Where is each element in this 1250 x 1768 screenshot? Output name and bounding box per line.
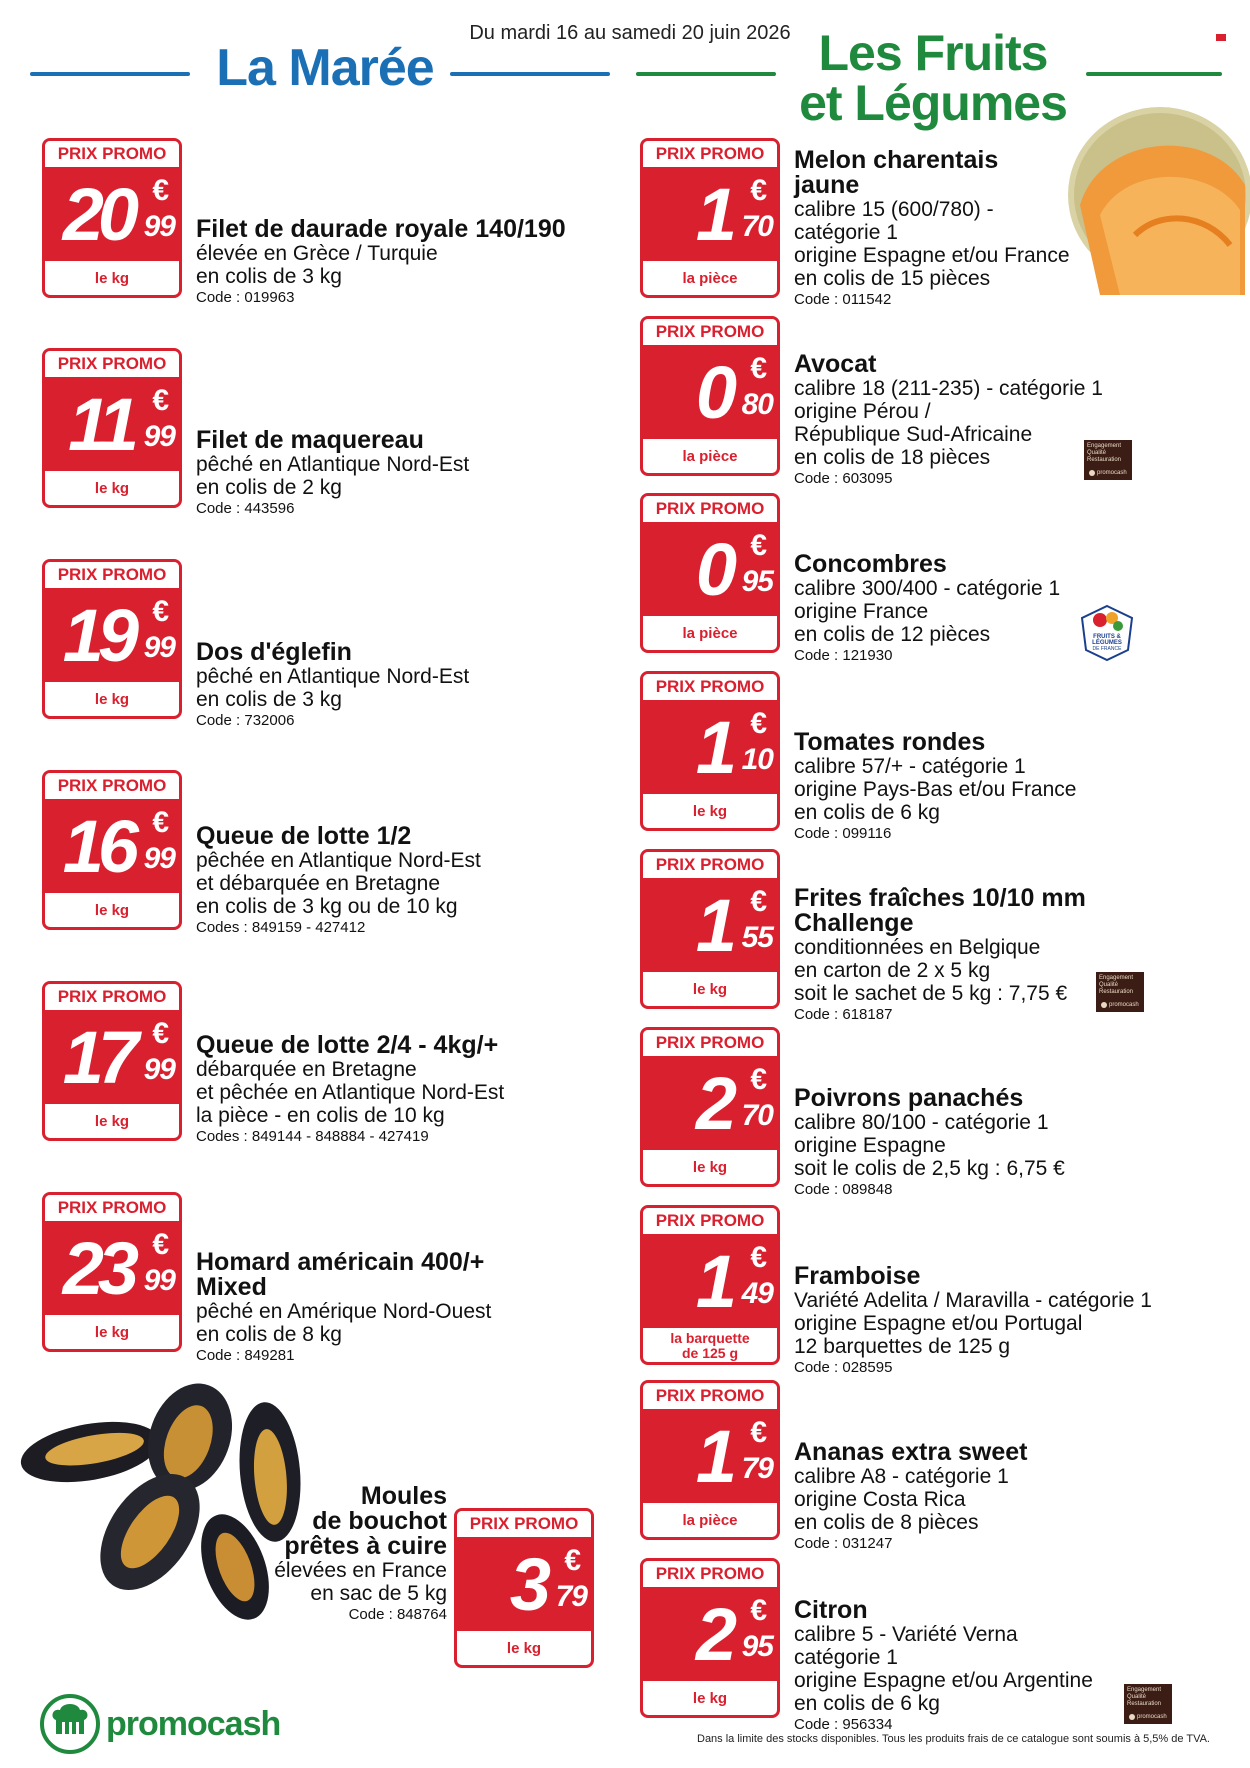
- price-cents: 10: [741, 743, 773, 776]
- product-detail: en colis de 6 kg: [794, 1692, 940, 1715]
- price-cents: 99: [143, 842, 175, 875]
- product-detail: pêché en Atlantique Nord-Est: [196, 665, 470, 688]
- price-box: [643, 880, 777, 972]
- promo-label: PRIX PROMO: [45, 562, 179, 590]
- product-info: [794, 730, 1076, 843]
- price-unit: la pièce: [682, 448, 738, 465]
- product-detail: en colis de 3 kg ou de 10 kg: [196, 895, 458, 918]
- product-detail: pêché en Amérique Nord-Ouest: [196, 1300, 492, 1323]
- price-box: [457, 1539, 591, 1631]
- product-detail: en colis de 8 pièces: [794, 1511, 979, 1534]
- price-euros: 1: [695, 1240, 731, 1323]
- product-name: Poivrons panachés: [794, 1084, 1024, 1112]
- promo-label: PRIX PROMO: [643, 1561, 777, 1589]
- price-euros: 2: [695, 1062, 731, 1145]
- price-euros: 3: [509, 1543, 545, 1626]
- price-tag: [640, 849, 780, 1009]
- price-euros: 1: [695, 173, 731, 256]
- product-code: Code : 028595: [794, 1359, 893, 1376]
- promo-label: PRIX PROMO: [643, 1030, 777, 1058]
- price-unit: la pièce: [682, 625, 738, 642]
- currency-symbol: €: [564, 1544, 581, 1577]
- price-tag: [640, 316, 780, 476]
- currency-symbol: €: [750, 352, 767, 385]
- promo-label: PRIX PROMO: [45, 141, 179, 169]
- price-tag: [640, 493, 780, 653]
- price-euros: 20: [62, 173, 133, 256]
- price-box: [643, 524, 777, 616]
- product-code: Code : 443596: [196, 500, 295, 517]
- product-name-line: prêtes à cuire: [284, 1532, 447, 1560]
- product-detail: élevées en France: [274, 1559, 447, 1582]
- price-tag: [640, 1380, 780, 1540]
- promo-label: PRIX PROMO: [45, 1195, 179, 1223]
- quality-badge: [1084, 440, 1132, 480]
- price-cents: 95: [741, 565, 773, 598]
- badge-line: Engagement: [1099, 975, 1134, 981]
- product-name: Queue de lotte 1/2: [196, 822, 412, 850]
- product-code: Code : 848764: [348, 1606, 447, 1623]
- product-detail: pêchée en Atlantique Nord-Est: [196, 849, 481, 872]
- product-code: Code : 956334: [794, 1716, 893, 1733]
- product-code: Code : 089848: [794, 1181, 893, 1198]
- badge-line: Restauration: [1127, 1701, 1162, 1707]
- product-name: Avocat: [794, 350, 877, 378]
- product-name: Frites fraîches 10/10 mm: [794, 884, 1086, 912]
- product-name: Framboise: [794, 1262, 921, 1290]
- price-unit: la pièce: [682, 1512, 738, 1529]
- product-detail: soit le sachet de 5 kg : 7,75 €: [794, 982, 1068, 1005]
- price-euros: 1: [695, 706, 731, 789]
- product-code: Code : 121930: [794, 647, 893, 664]
- price-box: [45, 590, 179, 682]
- product-detail: origine Espagne et/ou France: [794, 244, 1070, 267]
- price-box: [643, 169, 777, 261]
- price-cents: 99: [143, 1053, 175, 1086]
- quality-badge: [1096, 972, 1144, 1012]
- product-detail: conditionnées en Belgique: [794, 936, 1041, 959]
- badge-brand: promocash: [1137, 1714, 1167, 1720]
- price-unit: le kg: [94, 480, 130, 497]
- price-cents: 99: [143, 1264, 175, 1297]
- price-euros: 0: [695, 528, 731, 611]
- badge-dot-icon: [1089, 470, 1095, 476]
- promo-label: PRIX PROMO: [643, 319, 777, 347]
- fruits-rule-left: [636, 72, 776, 76]
- product-info: [794, 148, 1070, 309]
- product-name: Ananas extra sweet: [794, 1438, 1028, 1466]
- product-info: [794, 886, 1086, 1024]
- product-detail: 12 barquettes de 125 g: [794, 1335, 1011, 1358]
- footer-disclaimer: Dans la limite des stocks disponibles. Tous les produits frais de ce catalogue sont soumis à 5,5% de TVA.: [697, 1733, 1210, 1745]
- product-detail: catégorie 1: [794, 1646, 898, 1669]
- price-unit: le kg: [692, 1690, 728, 1707]
- price-box: [45, 801, 179, 893]
- product-name: Dos d'églefin: [196, 638, 352, 666]
- price-tag: [640, 1205, 780, 1365]
- price-cents: 55: [741, 921, 773, 954]
- product-name-line: de bouchot: [312, 1507, 447, 1535]
- price-cents: 79: [555, 1580, 587, 1613]
- product-detail: République Sud-Africaine: [794, 423, 1033, 446]
- product-code: Code : 618187: [794, 1006, 893, 1023]
- product-code: Code : 019963: [196, 289, 295, 306]
- badge-line: Qualité: [1087, 450, 1107, 456]
- currency-symbol: €: [750, 885, 767, 918]
- price-unit: le kg: [94, 270, 130, 287]
- product-name-line2: jaune: [794, 171, 860, 199]
- title-rule-left: [30, 72, 190, 76]
- price-cents: 99: [143, 420, 175, 453]
- price-euros: 23: [62, 1227, 133, 1310]
- title-rule-right: [450, 72, 610, 76]
- date-range: Du mardi 16 au samedi 20 juin 2026: [469, 22, 791, 44]
- price-box: [643, 1236, 777, 1328]
- product-info: [196, 428, 469, 518]
- currency-symbol: €: [152, 384, 169, 417]
- product-detail: origine Costa Rica: [794, 1488, 966, 1511]
- product-detail: calibre 300/400 - catégorie 1: [794, 577, 1061, 600]
- price-box: [45, 1012, 179, 1104]
- product-detail: calibre 15 (600/780) -: [794, 198, 994, 221]
- section-title-maree: La Marée: [216, 39, 434, 97]
- product-detail: catégorie 1: [794, 221, 898, 244]
- badge-line: Qualité: [1127, 1694, 1147, 1700]
- product-detail: et pêchée en Atlantique Nord-Est: [196, 1081, 505, 1104]
- product-detail: en carton de 2 x 5 kg: [794, 959, 991, 982]
- badge-line: Engagement: [1087, 443, 1122, 449]
- price-box: [45, 1223, 179, 1315]
- promo-label: PRIX PROMO: [643, 1383, 777, 1411]
- product-detail: calibre 80/100 - catégorie 1: [794, 1111, 1049, 1134]
- product-detail: calibre 18 (211-235) - catégorie 1: [794, 377, 1103, 400]
- product-code: Codes : 849144 - 848884 - 427419: [196, 1128, 429, 1145]
- product-name: Filet de daurade royale 140/190: [196, 215, 566, 243]
- price-unit: le kg: [94, 691, 130, 708]
- price-euros: 16: [62, 805, 133, 888]
- promo-label: PRIX PROMO: [643, 674, 777, 702]
- quality-badge: [1124, 1684, 1172, 1724]
- product-detail: en colis de 2 kg: [196, 476, 342, 499]
- price-euros: 17: [62, 1016, 133, 1099]
- price-unit: la pièce: [682, 270, 738, 287]
- product-detail: en colis de 6 kg: [794, 801, 940, 824]
- product-code: Codes : 849159 - 427412: [196, 919, 366, 936]
- badge-dot-icon: [1129, 1714, 1135, 1720]
- badge-line: Engagement: [1127, 1687, 1162, 1693]
- price-tag: [640, 1027, 780, 1187]
- product-info: [196, 824, 481, 937]
- price-tag: [42, 1192, 182, 1352]
- fruits-rule-right: [1086, 72, 1222, 76]
- price-cents: 99: [143, 210, 175, 243]
- product-code: Code : 849281: [196, 1347, 295, 1364]
- product-detail: en colis de 18 pièces: [794, 446, 991, 469]
- product-info: [196, 1250, 491, 1365]
- price-tag: [42, 981, 182, 1141]
- price-unit: le kg: [692, 981, 728, 998]
- product-name: Citron: [794, 1596, 868, 1624]
- price-cents: 95: [741, 1630, 773, 1663]
- promo-label: PRIX PROMO: [45, 984, 179, 1012]
- price-tag: [42, 348, 182, 508]
- price-unit-line: de 125 g: [681, 1345, 739, 1361]
- promo-label: PRIX PROMO: [457, 1511, 591, 1539]
- product-info: [794, 1598, 1093, 1734]
- melon-image: [1040, 95, 1250, 295]
- product-info: [794, 552, 1060, 665]
- product-detail: calibre A8 - catégorie 1: [794, 1465, 1009, 1488]
- product-detail: origine Pays-Bas et/ou France: [794, 778, 1077, 801]
- price-euros: 11: [68, 383, 133, 466]
- promo-label: PRIX PROMO: [643, 141, 777, 169]
- currency-symbol: €: [152, 1017, 169, 1050]
- price-cents: 79: [741, 1452, 773, 1485]
- product-detail: pêché en Atlantique Nord-Est: [196, 453, 470, 476]
- brand-name: promocash: [106, 1704, 281, 1743]
- product-info: [794, 1086, 1065, 1199]
- product-detail: origine Espagne: [794, 1134, 946, 1157]
- corner-mark: [1216, 34, 1226, 41]
- fr-logo-line1: FRUITS &: [1093, 634, 1121, 640]
- product-detail: soit le colis de 2,5 kg : 6,75 €: [794, 1157, 1065, 1180]
- price-unit: [643, 1328, 777, 1365]
- section-title-fruits-line2: et Légumes: [799, 75, 1067, 131]
- price-cents: 99: [143, 631, 175, 664]
- product-detail: origine Pérou /: [794, 400, 931, 423]
- price-box: [45, 169, 179, 261]
- currency-symbol: €: [750, 529, 767, 562]
- price-euros: 1: [695, 884, 731, 967]
- product-info: [196, 217, 566, 307]
- price-unit-line: la barquette: [670, 1330, 750, 1346]
- product-detail: Variété Adelita / Maravilla - catégorie 1: [794, 1289, 1152, 1312]
- price-euros: 2: [695, 1593, 731, 1676]
- price-unit: le kg: [94, 1324, 130, 1341]
- product-detail: origine France: [794, 600, 929, 623]
- product-detail: et débarquée en Bretagne: [196, 872, 441, 895]
- badge-dot-icon: [1101, 1002, 1107, 1008]
- currency-symbol: €: [152, 1228, 169, 1261]
- badge-line: Restauration: [1099, 989, 1134, 995]
- product-detail: origine Espagne et/ou Argentine: [794, 1669, 1093, 1692]
- currency-symbol: €: [152, 806, 169, 839]
- promo-label: PRIX PROMO: [643, 1208, 777, 1236]
- product-name-line2: Challenge: [794, 909, 914, 937]
- product-detail: en colis de 15 pièces: [794, 267, 991, 290]
- promo-label: PRIX PROMO: [643, 852, 777, 880]
- price-cents: 70: [741, 210, 773, 243]
- promo-label: PRIX PROMO: [45, 351, 179, 379]
- chef-hat-icon: [40, 1694, 100, 1754]
- product-info: [794, 352, 1103, 488]
- currency-symbol: €: [152, 174, 169, 207]
- product-code: Code : 099116: [794, 825, 892, 842]
- promo-label: PRIX PROMO: [643, 496, 777, 524]
- product-name-line: Moules: [360, 1482, 447, 1510]
- price-box: [643, 1411, 777, 1503]
- fruits-legumes-de-france-logo: [1078, 604, 1136, 662]
- product-detail: en colis de 3 kg: [196, 688, 342, 711]
- product-code: Code : 732006: [196, 712, 295, 729]
- product-detail: en colis de 3 kg: [196, 265, 342, 288]
- price-euros: 0: [695, 351, 731, 434]
- price-euros: 19: [62, 594, 133, 677]
- price-euros: 1: [695, 1415, 731, 1498]
- product-detail: en colis de 8 kg: [196, 1323, 342, 1346]
- price-tag: [42, 138, 182, 298]
- product-detail: élevée en Grèce / Turquie: [196, 242, 438, 265]
- badge-brand: promocash: [1097, 470, 1127, 476]
- price-tag: [640, 138, 780, 298]
- product-name: Queue de lotte 2/4 - 4kg/+: [196, 1031, 499, 1059]
- currency-symbol: €: [750, 1594, 767, 1627]
- currency-symbol: €: [750, 1241, 767, 1274]
- badge-line: Qualité: [1099, 982, 1119, 988]
- product-code: Code : 603095: [794, 470, 893, 487]
- product-info: [196, 640, 469, 730]
- price-box: [643, 1589, 777, 1681]
- product-detail: calibre 5 - Variété Verna: [794, 1623, 1018, 1646]
- product-info: [794, 1440, 1027, 1553]
- price-box: [643, 1058, 777, 1150]
- currency-symbol: €: [750, 1063, 767, 1096]
- section-title-fruits-line1: Les Fruits: [818, 25, 1048, 81]
- promo-label: PRIX PROMO: [45, 773, 179, 801]
- product-code: Code : 011542: [794, 291, 892, 308]
- product-name: Tomates rondes: [794, 728, 986, 756]
- currency-symbol: €: [750, 174, 767, 207]
- price-tag: [42, 559, 182, 719]
- price-tag: [42, 770, 182, 930]
- product-info: [196, 1033, 504, 1146]
- price-tag-moules: [454, 1508, 594, 1668]
- price-unit: le kg: [94, 1113, 130, 1130]
- price-cents: 80: [741, 388, 773, 421]
- product-name: Homard américain 400/+: [196, 1248, 485, 1276]
- product-name: Melon charentais: [794, 146, 999, 174]
- price-tag: [640, 1558, 780, 1718]
- product-name: Concombres: [794, 550, 947, 578]
- fr-logo-line2: LÉGUMES: [1092, 640, 1122, 646]
- currency-symbol: €: [750, 707, 767, 740]
- promocash-logo: [40, 1694, 280, 1754]
- product-detail: débarquée en Bretagne: [196, 1058, 417, 1081]
- product-detail: en sac de 5 kg: [310, 1582, 447, 1605]
- price-unit: le kg: [94, 902, 130, 919]
- price-box: [643, 702, 777, 794]
- price-unit: le kg: [692, 1159, 728, 1176]
- price-tag: [640, 671, 780, 831]
- price-box: [45, 379, 179, 471]
- price-box: [643, 347, 777, 439]
- product-detail: calibre 57/+ - catégorie 1: [794, 755, 1026, 778]
- price-unit: le kg: [506, 1640, 542, 1657]
- product-info: [794, 1264, 1152, 1377]
- price-unit: le kg: [692, 803, 728, 820]
- price-cents: 49: [741, 1277, 773, 1310]
- price-cents: 70: [741, 1099, 773, 1132]
- currency-symbol: €: [750, 1416, 767, 1449]
- product-name: Filet de maquereau: [196, 426, 424, 454]
- product-detail: origine Espagne et/ou Portugal: [794, 1312, 1083, 1335]
- product-code: Code : 031247: [794, 1535, 893, 1552]
- badge-brand: promocash: [1109, 1002, 1139, 1008]
- fr-logo-line3: DE FRANCE: [1092, 646, 1122, 652]
- product-moules: [235, 1484, 447, 1624]
- product-name-line2: Mixed: [196, 1273, 267, 1301]
- badge-line: Restauration: [1087, 457, 1122, 463]
- currency-symbol: €: [152, 595, 169, 628]
- product-detail: en colis de 12 pièces: [794, 623, 991, 646]
- product-detail: la pièce - en colis de 10 kg: [196, 1104, 445, 1127]
